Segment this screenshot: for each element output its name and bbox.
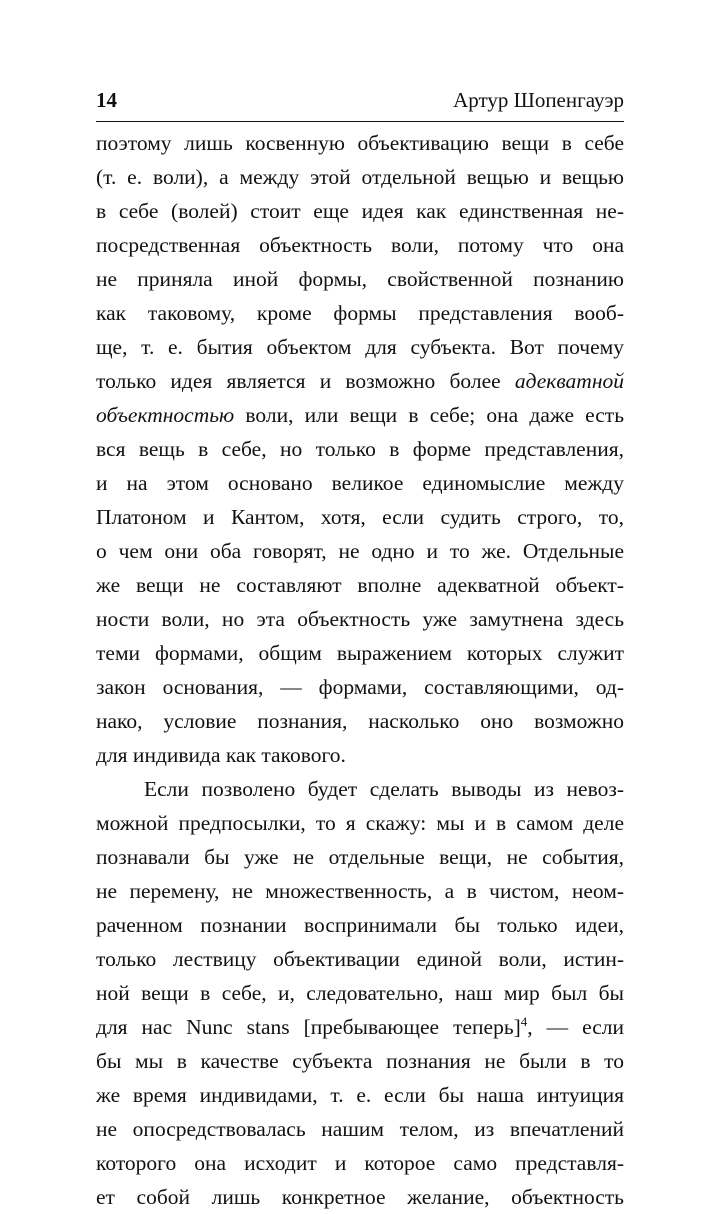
text-line: как таковому, кроме формы представления вооб- xyxy=(96,301,624,325)
text-line: Платоном и Кантом, хотя, если судить строго, то, xyxy=(96,505,624,529)
text-line: закон основания, — формами, составляющими, од- xyxy=(96,675,624,699)
paragraph-2 xyxy=(96,772,624,1214)
text-segment: воли, или вещи в себе; она даже есть xyxy=(234,403,624,427)
page-header xyxy=(96,88,624,118)
text-line: только лествицу объективации единой воли, истин- xyxy=(96,947,624,971)
text-line: ще, т. е. бытия объектом для субъекта. Вот почему xyxy=(96,335,624,359)
text-line: которого она исходит и которое само представля- xyxy=(96,1151,624,1175)
text-line: ной вещи в себе, и, следовательно, наш мир был бы xyxy=(96,981,624,1005)
text-line: для индивида как такового. xyxy=(96,743,346,767)
footnote-reference[interactable]: 4 xyxy=(520,1014,528,1029)
header-rule xyxy=(96,121,624,122)
text-line: поэтому лишь косвенную объективацию вещи в себе xyxy=(96,131,624,155)
text-line: Если позволено будет сделать выводы из невоз- xyxy=(144,777,624,801)
text-line: в себе (волей) стоит еще идея как единственная не- xyxy=(96,199,624,223)
text-segment: , — если xyxy=(527,1015,624,1039)
text-line: не перемену, не множественность, а в чистом, неом- xyxy=(96,879,624,903)
text-line: посредственная объектность воли, потому что она xyxy=(96,233,624,257)
text-line: вся вещь в себе, но только в форме представления, xyxy=(96,437,624,461)
text-line: раченном познании воспринимали бы только идеи, xyxy=(96,913,624,937)
text-line: теми формами, общим выражением которых служит xyxy=(96,641,624,665)
text-line: о чем они оба говорят, не одно и то же. Отдельные xyxy=(96,539,624,563)
body-text xyxy=(96,126,624,1214)
text-line: ет собой лишь конкретное желание, объектность xyxy=(96,1185,624,1209)
text-line xyxy=(96,364,624,398)
text-line: не опосредствовалась нашим телом, из впечатлений xyxy=(96,1117,624,1141)
text-line: познавали бы уже не отдельные вещи, не события, xyxy=(96,845,624,869)
text-line: (т. е. воли), а между этой отдельной вещью и вещью xyxy=(96,165,624,189)
page-number: 14 xyxy=(96,88,117,112)
text-line xyxy=(96,398,624,432)
italic-term-adequate: адекватной xyxy=(514,369,624,393)
italic-term-objectness: объектностью xyxy=(96,403,235,427)
running-head-author: Артур Шопенгауэр xyxy=(453,88,624,112)
text-segment: для нас Nunc stans [пребывающее теперь] xyxy=(96,1015,521,1039)
text-line: нако, условие познания, насколько оно возможно xyxy=(96,709,624,733)
text-line xyxy=(96,1010,624,1044)
text-line: же время индивидами, т. е. если бы наша интуиция xyxy=(96,1083,624,1107)
text-line: ности воли, но эта объектность уже замутнена здесь xyxy=(96,607,624,631)
text-line: и на этом основано великое единомыслие между xyxy=(96,471,624,495)
text-line: можной предпосылки, то я скажу: мы и в самом деле xyxy=(96,811,624,835)
text-line: не приняла иной формы, свойственной познанию xyxy=(96,267,624,291)
text-line: бы мы в качестве субъекта познания не были в то xyxy=(96,1049,624,1073)
paragraph-1 xyxy=(96,126,624,772)
text-segment: только идея является и возможно более xyxy=(96,369,515,393)
text-line: же вещи не составляют вполне адекватной объект- xyxy=(96,573,624,597)
